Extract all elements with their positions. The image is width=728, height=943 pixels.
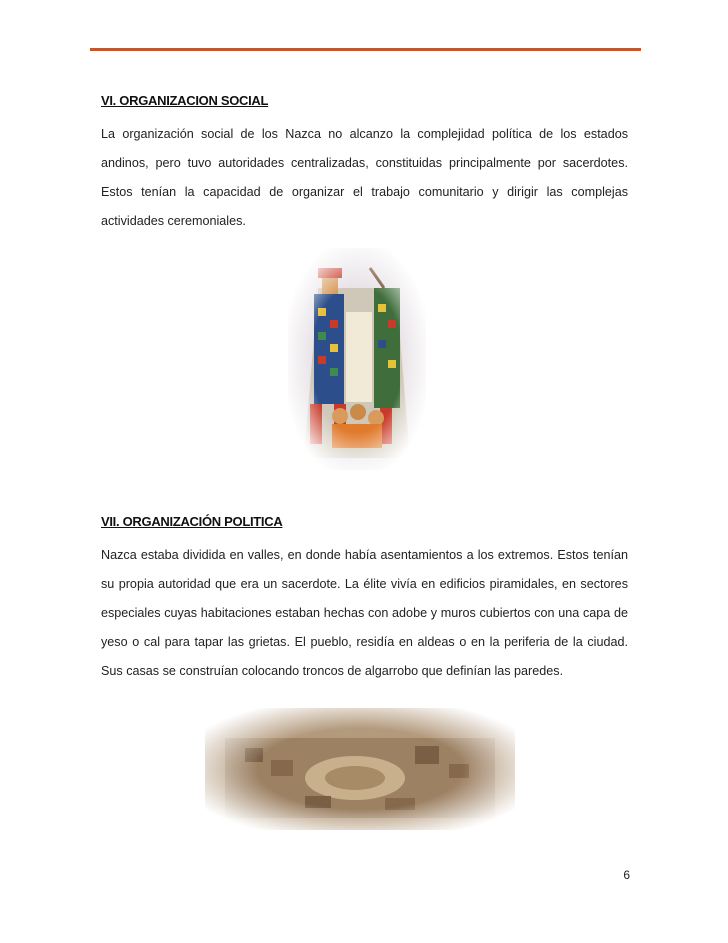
header-rule <box>90 48 641 51</box>
paragraph-social: La organización social de los Nazca no alcanzo la complejidad política de los estados andinos, pero tuvo autoridades centralizadas, constituidas principalmente por sacerdotes. Estos tenían la capacidad de organizar el trabajo comunitario y dirigir las complejas actividades ceremoniales. <box>101 127 628 228</box>
priests-illustration-svg <box>288 248 426 470</box>
nazca-city-illustration <box>205 708 515 830</box>
section-heading-politica: VII. ORGANIZACIÓN POLITICA <box>101 514 283 529</box>
city-illustration-svg <box>205 708 515 830</box>
nazca-priests-illustration <box>288 248 426 470</box>
section-heading-social: VI. ORGANIZACION SOCIAL <box>101 93 269 108</box>
page-number: 6 <box>623 868 630 882</box>
paragraph-politica: Nazca estaba dividida en valles, en donde había asentamientos a los extremos. Estos tenían su propia autoridad que era un sacerdote. La élite vivía en edificios piramidales, en sectores especiales cuyas habitaciones estaban hechas con adobe y muros cubiertos con una capa de yeso o cal para tapar las grietas. El pueblo, residía en aldeas o en la periferia de la ciudad. Sus casas se construían colocando troncos de algarrobo que definían las paredes. <box>101 548 628 678</box>
